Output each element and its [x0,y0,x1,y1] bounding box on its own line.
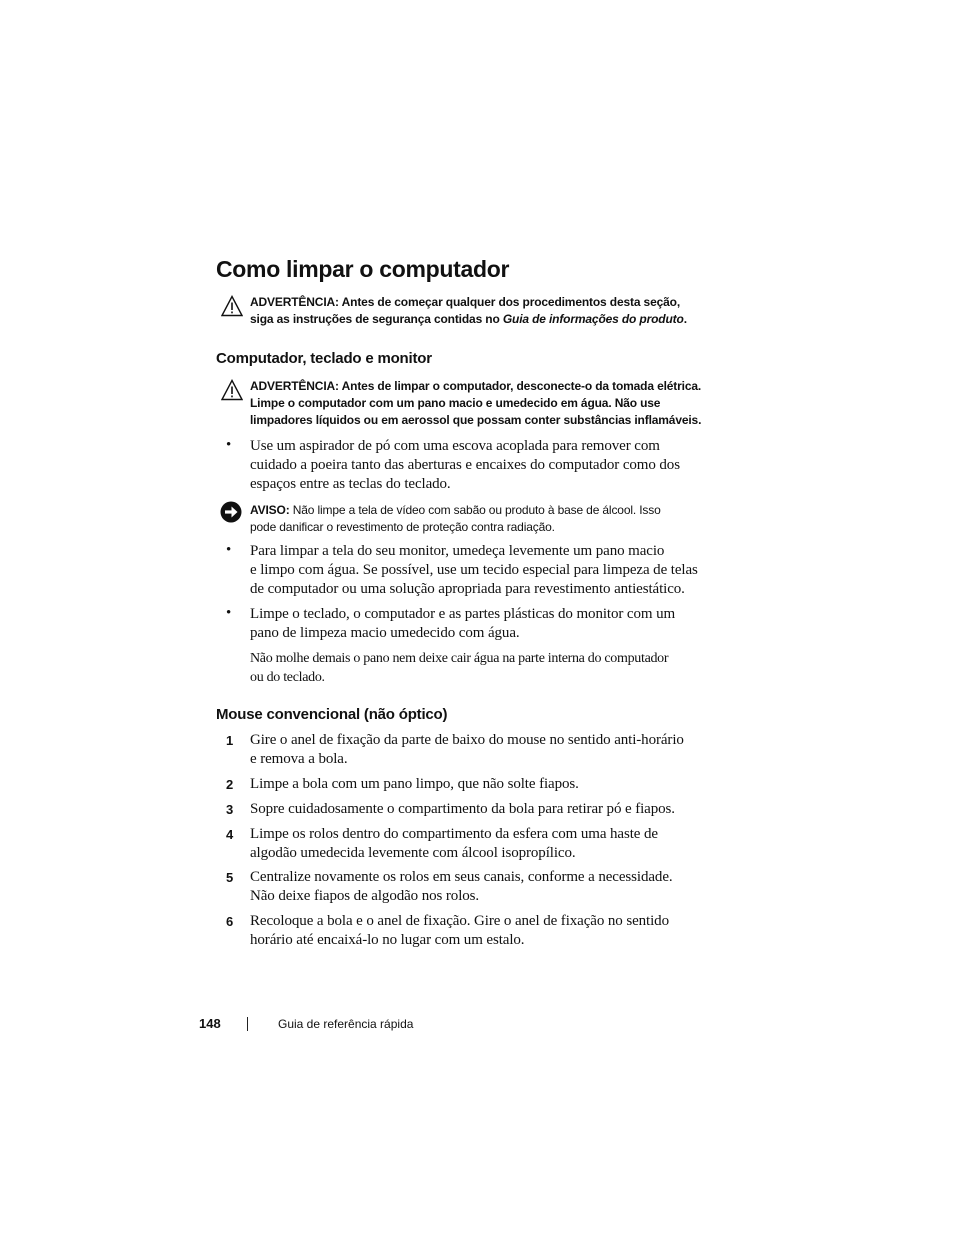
notice-text: Não limpe a tela de vídeo com sabão ou produto à base de álcool. Isso [292,503,661,517]
warning-text: limpadores líquidos ou em aerossol que possam conter substâncias inflamáveis. [250,413,702,427]
step-number: 4 [226,827,234,842]
step-number: 1 [226,733,234,748]
list-item-line: Use um aspirador de pó com uma escova acoplada para remover com [250,438,660,454]
paragraph [250,649,668,687]
step-line: Limpe a bola com um pano limpo, que não solte fiapos. [250,776,579,792]
list-item-line: Limpe o teclado, o computador e as partes plásticas do monitor com um [250,606,676,622]
footer-title: Guia de referência rápida [278,1017,414,1031]
warning-label: ADVERTÊNCIA: [250,379,339,393]
step-line: e remova a bola. [250,751,348,767]
step-number: 5 [226,870,234,885]
step-number: 2 [226,777,234,792]
step-line: Centralize novamente os rolos em seus canais, conforme a necessidade. [250,869,673,885]
product-guide-reference: Guia de informações do produto [502,312,684,326]
list-item-line: Para limpar a tela do seu monitor, umedeça levemente um pano macio [250,543,665,559]
list-item [250,605,675,643]
warning-text: siga as instruções de segurança contidas no [250,312,503,326]
step-number: 6 [226,914,234,929]
page-number: 148 [199,1016,221,1031]
list-item-line: espaços entre as teclas do teclado. [250,476,451,492]
warning-triangle-icon [221,295,243,317]
step-number: 3 [226,802,234,817]
bullet-symbol: • [226,542,232,558]
paragraph-line: Não molhe demais o pano nem deixe cair água na parte interna do computador [250,651,669,666]
step-text [250,912,669,950]
list-item-line: e limpo com água. Se possível, use um tecido especial para limpeza de telas [250,562,698,578]
footer-divider [247,1017,248,1031]
warning-text: Antes de limpar o computador, desconecte-o da tomada elétrica. [341,379,702,393]
step-text [250,731,684,769]
notice-label: AVISO: [250,503,290,517]
step-line: algodão umedecida levemente com álcool isopropílico. [250,845,576,861]
paragraph-line: ou do teclado. [250,670,325,685]
warning-triangle-icon [221,379,243,401]
list-item-line: cuidado a poeira tanto das aberturas e encaixes do computador como dos [250,457,680,473]
step-line: Gire o anel de fixação da parte de baixo do mouse no sentido anti-horário [250,732,684,748]
notice-arrow-icon [220,501,242,523]
section-heading: Mouse convencional (não óptico) [216,706,448,723]
list-item [250,542,698,599]
step-line: Recoloque a bola e o anel de fixação. Gire o anel de fixação no sentido [250,913,669,929]
step-text [250,825,658,863]
step-line: Não deixe fiapos de algodão nos rolos. [250,888,480,904]
warning-text: . [683,312,687,326]
page-title: Como limpar o computador [216,256,510,282]
notice-text: pode danificar o revestimento de proteção contra radiação. [250,520,555,534]
list-item [250,437,680,494]
section-heading: Computador, teclado e monitor [216,350,432,367]
step-text [250,800,675,819]
step-text [250,868,673,906]
step-line: horário até encaixá-lo no lugar com um estalo. [250,932,525,948]
step-text [250,775,579,794]
bullet-symbol: • [226,437,232,453]
step-line: Limpe os rolos dentro do compartimento da esfera com uma haste de [250,826,658,842]
warning-label: ADVERTÊNCIA: [250,295,339,309]
list-item-line: pano de limpeza macio umedecido com água. [250,625,520,641]
list-item-line: de computador ou uma solução apropriada para revestimento antiestático. [250,581,685,597]
bullet-symbol: • [226,605,232,621]
step-line: Sopre cuidadosamente o compartimento da bola para retirar pó e fiapos. [250,801,675,817]
warning-text: Antes de começar qualquer dos procedimentos desta seção, [341,295,681,309]
warning-text: Limpe o computador com um pano macio e umedecido em água. Não use [250,396,661,410]
